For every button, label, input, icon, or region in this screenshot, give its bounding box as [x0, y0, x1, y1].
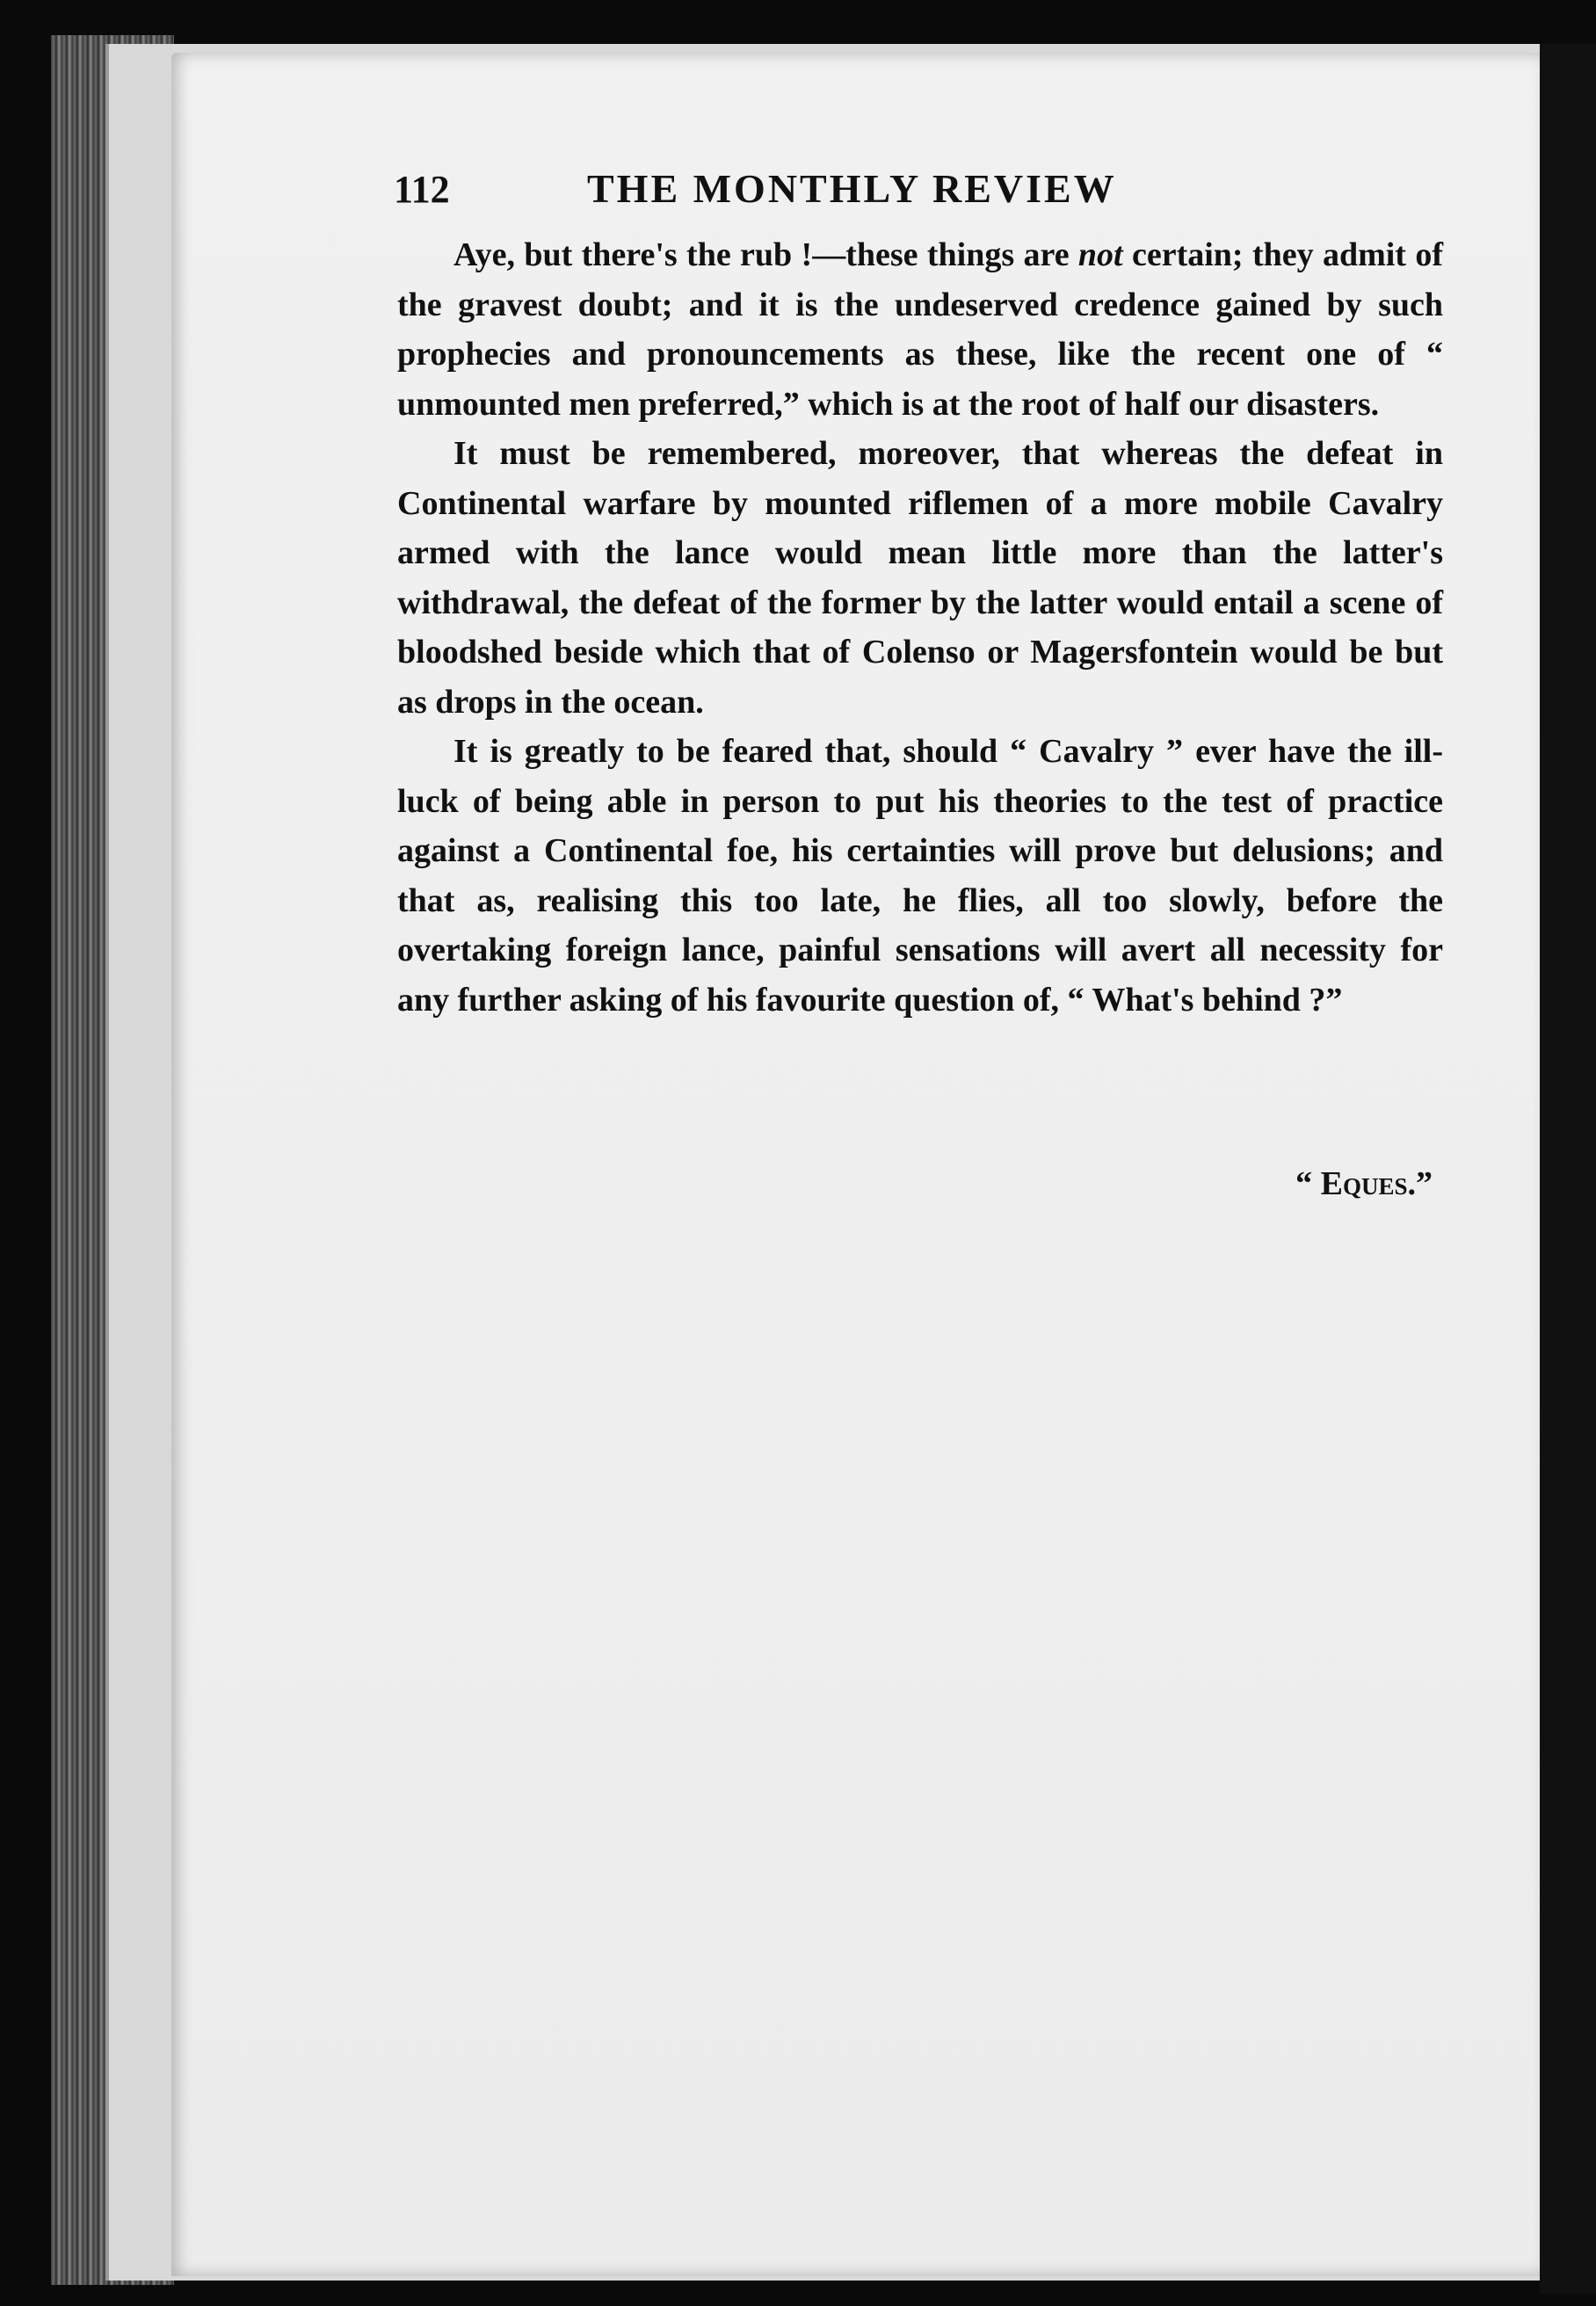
running-title: THE MONTHLY REVIEW — [587, 166, 1117, 211]
paragraph-1 — [397, 230, 1443, 429]
scan-border — [1540, 44, 1596, 2294]
page-number: 112 — [394, 168, 450, 211]
paragraph-3: It is greatly to be feared that, should “ Cavalry ” ever have the ill-luck of being able in person to put his theories to the test of practice against a Continental foe, his certainties will prove but delusions; and that as, realising this too late, he flies, all too slowly, before the overtaking foreign lance, painful sensations will avert all necessity for any further asking of his favourite question of, “ What's behind ?” — [397, 733, 1443, 1019]
signature-close-quote: ” — [1416, 1165, 1433, 1202]
signature-open-quote: “ — [1295, 1165, 1321, 1202]
paragraph-1-emphasis: not — [1077, 236, 1123, 273]
paragraph-1-text-b: certain; they admit of the gravest doubt; and it is the undeserved credence gained by such prophecies and pronouncements as these, like the recent one of “ unmounted men preferred,” which is at the root of half our disasters. — [397, 236, 1443, 423]
author-signature — [1239, 1164, 1433, 1203]
page-header — [394, 165, 1484, 212]
paragraph-2: It must be remembered, moreover, that whereas the defeat in Continental warfare by mounted riflemen of a more mobile Cavalry armed with the lance would mean little more than the latter's withdrawal, the defeat of the former by the latter would entail a scene of bloodshed beside which that of Colenso or Magersfontein would be but as drops in the ocean. — [397, 435, 1443, 721]
paragraph-1-text-a: Aye, but there's the rub !—these things are — [453, 236, 1078, 273]
article-body — [397, 230, 1443, 1025]
signature-name: Eques. — [1320, 1165, 1416, 1202]
